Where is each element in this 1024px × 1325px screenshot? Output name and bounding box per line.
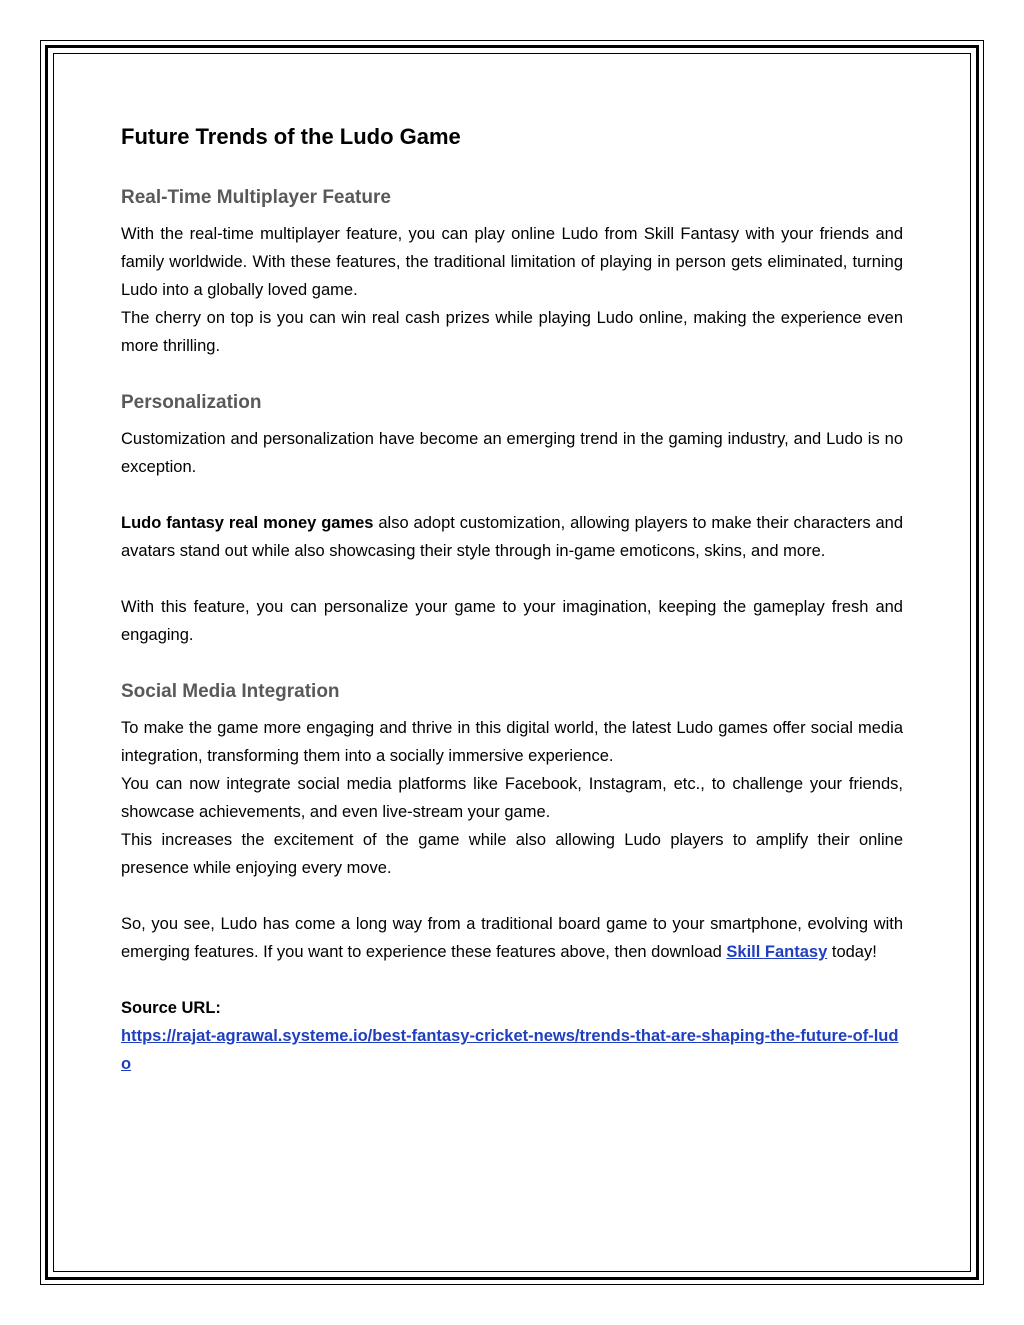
source-url-link[interactable]: https://rajat-agrawal.systeme.io/best-fantasy-cricket-news/trends-that-are-shaping-the-future-of-ludo bbox=[121, 1027, 899, 1073]
section-heading-social-media: Social Media Integration bbox=[121, 681, 340, 702]
conclusion-end: today! bbox=[827, 943, 877, 961]
personalization-paragraph-2 bbox=[121, 509, 903, 565]
multiplayer-paragraph-1: With the real-time multiplayer feature, you can play online Ludo from Skill Fantasy with your friends and family worldwide. With these features, the traditional limitation of playing in person gets eliminated, turning Ludo into a globally loved game. bbox=[121, 225, 903, 299]
social-media-paragraph-1: To make the game more engaging and thrive in this digital world, the latest Ludo games offer social media integration, transforming them into a socially immersive experience. bbox=[121, 719, 903, 765]
source-url-label: Source URL: bbox=[121, 999, 221, 1017]
social-media-paragraph-3: This increases the excitement of the game while also allowing Ludo players to amplify their online presence while enjoying every move. bbox=[121, 831, 903, 877]
conclusion-paragraph bbox=[121, 910, 903, 966]
personalization-paragraph-3: With this feature, you can personalize your game to your imagination, keeping the gameplay fresh and engaging. bbox=[121, 598, 903, 644]
ludo-fantasy-keyword: Ludo fantasy real money games bbox=[121, 514, 374, 532]
document-title: Future Trends of the Ludo Game bbox=[121, 124, 461, 149]
personalization-paragraph-2-text: also adopt customization, allowing players to make their characters and avatars stand out while also showcasing their style through in-game emoticons, skins, and more. bbox=[121, 514, 904, 560]
section-heading-multiplayer: Real-Time Multiplayer Feature bbox=[121, 187, 391, 208]
skill-fantasy-link[interactable]: Skill Fantasy bbox=[726, 943, 828, 961]
section-heading-personalization: Personalization bbox=[121, 392, 262, 413]
multiplayer-paragraph-2: The cherry on top is you can win real cash prizes while playing Ludo online, making the experience even more thrilling. bbox=[121, 309, 903, 355]
personalization-paragraph-1: Customization and personalization have become an emerging trend in the gaming industry, and Ludo is no exception. bbox=[121, 430, 903, 476]
document-body bbox=[121, 120, 903, 1078]
conclusion-text: So, you see, Ludo has come a long way from a traditional board game to your smartphone, evolving with emerging features. If you want to experience these features above, then download bbox=[121, 915, 903, 961]
social-media-paragraph-2: You can now integrate social media platforms like Facebook, Instagram, etc., to challenge your friends, showcase achievements, and even live-stream your game. bbox=[121, 775, 903, 821]
